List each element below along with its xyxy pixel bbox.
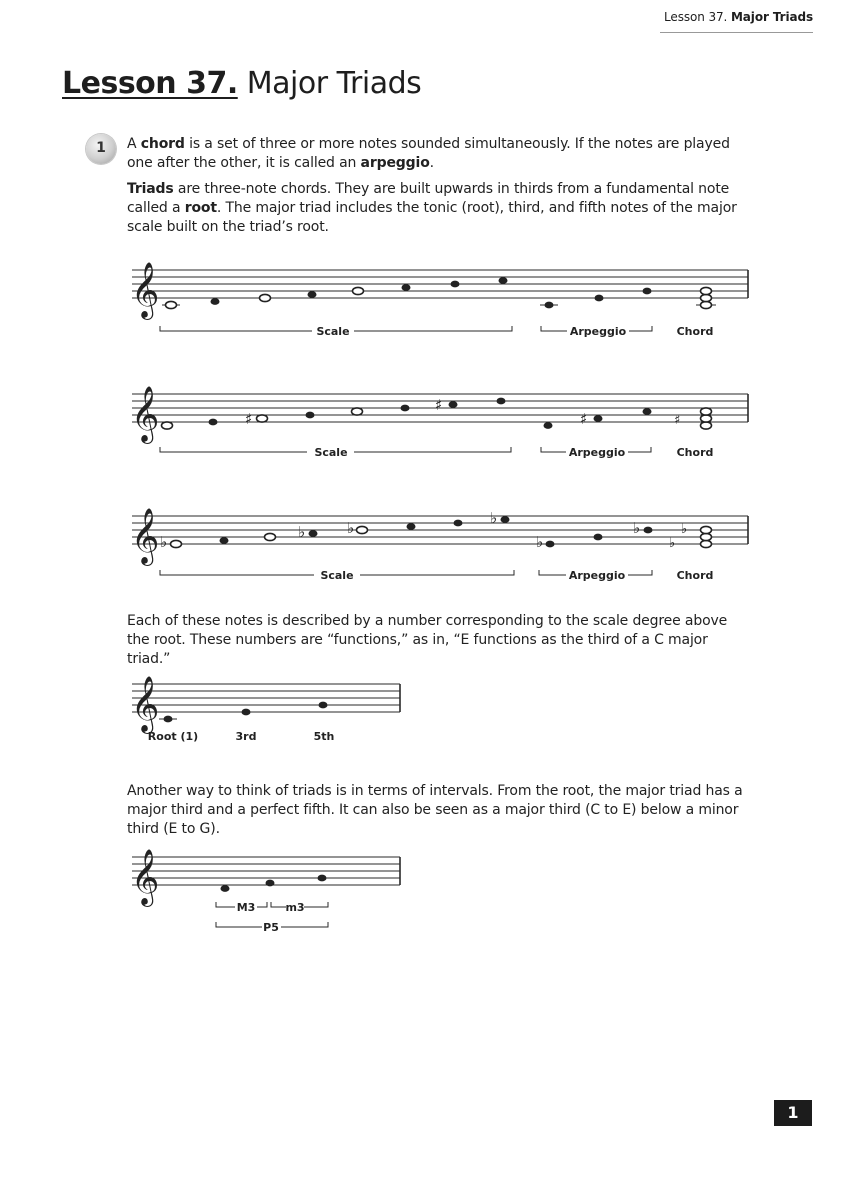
svg-text:♯: ♯ [674,413,681,428]
svg-text:♭: ♭ [347,519,355,537]
section-labels [160,446,713,459]
label-arpeggio: Arpeggio [568,446,626,459]
svg-text:♭: ♭ [160,533,168,551]
note [260,294,271,301]
svg-text:♭: ♭ [536,533,544,551]
treble-clef-icon: 𝄞 [131,849,160,905]
label-chord: Chord [676,569,714,582]
note [211,298,220,305]
svg-text:♯: ♯ [245,410,253,428]
treble-clef-icon: 𝄞 [131,508,160,564]
staff-lines [132,270,748,298]
svg-text:♭: ♭ [633,519,641,537]
lesson-title-text: Major Triads [246,66,422,101]
label-minor-third: m3 [285,901,305,914]
section-labels [160,325,713,338]
label-scale: Scale [320,569,354,582]
term-triads: Triads [127,181,174,197]
example-c-major [131,262,748,338]
functions-paragraph: Each of these notes is described by a number corresponding to the scale degree above the root. These numbers are “functions,” as in, “E functions as the third of a C major triad.” [127,613,728,667]
label-scale: Scale [314,446,348,459]
label-chord: Chord [676,446,714,459]
notes [162,277,716,309]
term-arpeggio: arpeggio [360,155,430,171]
treble-clef-icon: 𝄞 [131,262,160,318]
page-number: 1 [774,1100,812,1126]
svg-text:♭: ♭ [298,523,306,541]
track-number: 1 [96,140,106,156]
label-root: Root (1) [147,730,199,743]
label-third: 3rd [235,730,257,743]
label-major-third: M3 [236,901,256,914]
note [308,291,317,298]
example-functions [131,676,400,743]
label-arpeggio: Arpeggio [569,325,627,338]
note [643,288,652,295]
p2-text-2: . The major triad includes the tonic (root), third, and fifth notes of the major scale built on the triad’s root. [127,200,737,235]
note [595,295,604,302]
example-intervals [131,849,400,934]
notes [221,875,327,892]
p1-text-2: is a set of three or more notes sounded simultaneously. If the notes are played one after the other, it is called an [127,136,730,171]
lesson-number: Lesson 37. [62,66,238,101]
label-scale: Scale [316,325,350,338]
note [451,281,460,288]
term-root: root [184,200,217,216]
svg-text:♯: ♯ [580,410,588,428]
example-d-major [131,386,748,459]
label-perfect-fifth: P5 [263,921,279,934]
p1-text-1: A [127,136,141,152]
intervals-paragraph: Another way to think of triads is in terms of intervals. From the root, the major triad has a major third and a perfect fifth. It can also be seen as a major third (C to E) below a minor third (E to G). [127,783,743,837]
treble-clef-icon: 𝄞 [131,676,160,732]
p2-text-1: are three-note chords. They are built upwards in thirds from a fundamental note called a [127,181,730,216]
svg-text:♭: ♭ [490,509,498,527]
running-header-topic: Major Triads [730,10,813,24]
note [499,277,508,284]
note [353,287,364,294]
section-labels [160,569,713,582]
note [402,284,411,291]
svg-text:♭: ♭ [669,536,676,551]
example-b-flat-major [131,508,748,582]
svg-text:♭: ♭ [681,522,688,537]
running-header-lesson: Lesson 37. [664,10,728,24]
note [166,301,177,308]
term-chord: chord [140,136,185,152]
note [545,302,554,309]
staff-lines [132,857,400,885]
staff-lines [132,684,400,712]
p1-text-3: . [429,155,434,171]
svg-text:♯: ♯ [435,396,443,414]
label-chord: Chord [676,325,714,338]
label-fifth: 5th [313,730,335,743]
treble-clef-icon: 𝄞 [131,386,160,442]
label-arpeggio: Arpeggio [568,569,626,582]
